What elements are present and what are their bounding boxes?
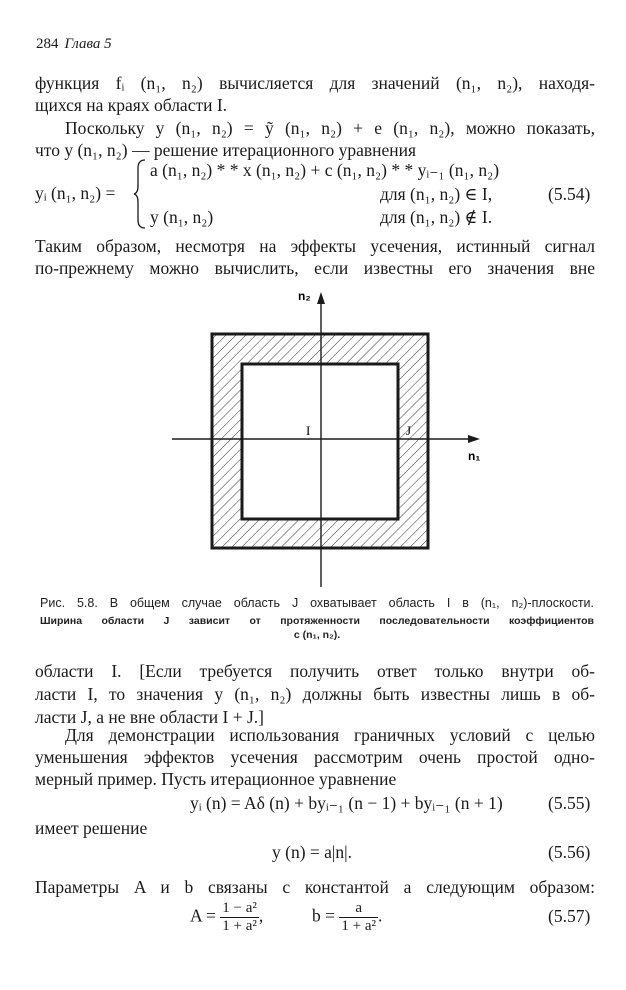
has-solution-text: имеет решение [35,818,148,838]
eq-554-number: (5.54) [548,184,591,204]
paragraph-3-line-2: по-прежнему можно вычислить, если известны его значения вне [35,258,595,278]
eq-557-b-denominator: 1 + a² [341,918,377,934]
figure-caption-line-2: Ширина области J зависит от протяженности последовательности коэффициентов [40,615,594,627]
eq-557-separator: , [258,905,264,926]
figure-region-diagram [160,282,500,594]
eq-554-row-1: a (n₁, n₂) * * x (n₁, n₂) + c (n₁, n₂) * * yᵢ₋₁ (n₁, n₂) [150,160,500,180]
eq-557-b-lhs: b = [312,905,336,926]
page-number: 284 [36,36,59,52]
eq-554-row-1-condition: для (n₁, n₂) ∈ I, [380,184,493,204]
eq-554-row-2-condition: для (n₁, n₂) ∉ I. [380,207,493,227]
paragraph-5-line-1: Для демонстрации использования граничных условий с целью [65,725,595,745]
axis-n2-label: n₂ [298,289,311,303]
eq-557-a-fraction [220,900,259,935]
paragraph-4-line-2: ласти I, то значения y (n₁, n₂) должны быть известны лишь в об- [35,684,595,704]
eq-557-a-denominator: 1 + a² [222,918,257,934]
eq-557-b-numerator: a [339,900,378,918]
paragraph-5-line-2: уменьшения эффектов усечения рассмотрим очень простой одно- [35,747,595,767]
eq-557-b-fraction [339,900,378,935]
figure-caption-line-1: Рис. 5.8. В общем случае область J охватывает область I в (n₁, n₂)-плоскости. [40,596,594,610]
axis-n1-label: n₁ [468,449,481,463]
eq-556-body: y (n) = a|n|. [272,842,353,862]
axis-n1-arrow [468,435,480,443]
eq-557-a-numerator: 1 − a² [222,900,257,916]
paragraph-2-line-2: что y (n₁, n₂) — решение итерационного уравнения [35,140,417,160]
paragraph-1-line-1: функция fᵢ (n₁, n₂) вычисляется для значений (n₁, n₂), находя- [35,73,595,93]
eq-557-number: (5.57) [548,906,591,926]
figure-caption-line-3: c (n₁, n₂). [293,629,341,641]
region-i-square [242,364,398,519]
eq-554-row-2: y (n₁, n₂) [150,207,214,227]
eq-557-end: . [378,905,383,926]
eq-554-lhs: yᵢ (n₁, n₂) = [35,183,116,203]
eq-555-number: (5.55) [548,793,591,813]
region-j-label: J [406,423,412,438]
eq-555-body: yᵢ (n) = Aδ (n) + byᵢ₋₁ (n − 1) + byᵢ₋₁ (n + 1) [190,793,503,813]
eq-556-number: (5.56) [548,842,591,862]
paragraph-4-line-1: области I. [Если требуется получить ответ только внутри об- [35,661,595,681]
page-header [36,36,112,53]
chapter-title: Глава 5 [64,36,112,52]
eq-557-a-lhs: A = [190,905,216,926]
paragraph-1-line-2: щихся на краях области I. [35,95,228,115]
axis-n2-arrow [317,292,325,304]
paragraph-5-line-3: мерный пример. Пусть итерационное уравнение [35,769,397,789]
paragraph-3-line-1: Таким образом, несмотря на эффекты усечения, истинный сигнал [35,236,595,256]
eq-557-body [190,900,382,935]
paragraph-2-line-1: Поскольку y (n₁, n₂) = ỹ (n₁, n₂) + e (n₁, n₂), можно показать, [65,118,595,138]
parameters-line: Параметры A и b связаны с константой a следующим образом: [35,877,595,897]
eq-554-brace [133,158,147,230]
region-i-label: I [306,423,311,438]
paragraph-4-line-3: ласти J, а не вне области I + J.] [35,707,264,727]
